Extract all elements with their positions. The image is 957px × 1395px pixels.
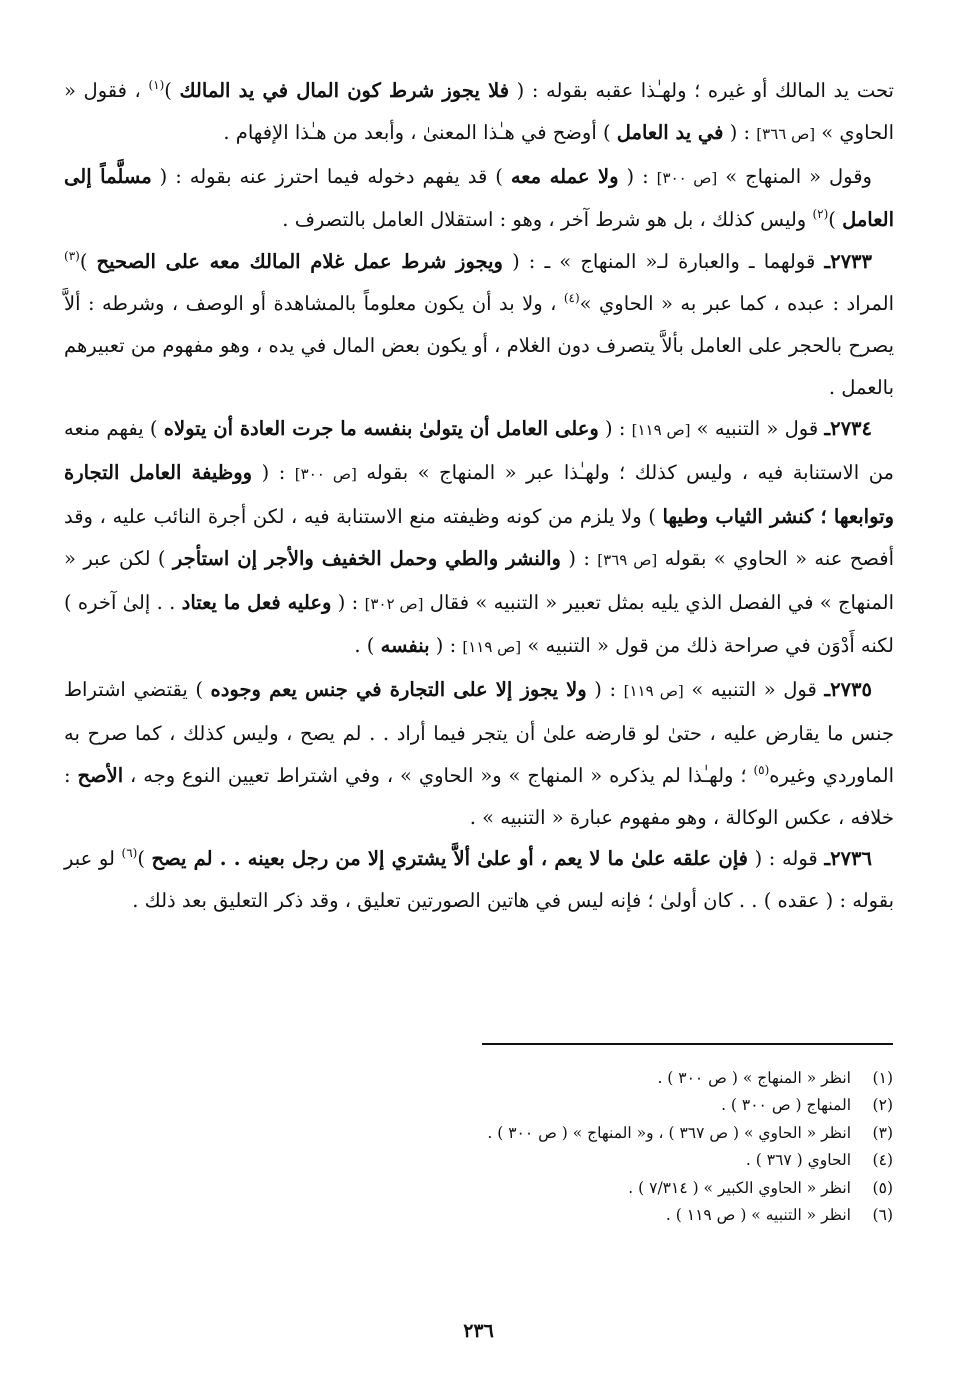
footnote-number: (١) — [872, 1069, 893, 1087]
footnote-5 — [293, 1175, 893, 1202]
entry-number: ٢٧٣٣ـ — [824, 250, 872, 274]
footnote-text: المنهاج ( ص ٣٠٠ ) . — [721, 1096, 851, 1115]
footnote-number: (٣) — [872, 1123, 893, 1142]
paragraph-p1: تحت يد المالك أو غيره ؛ ولهـٰذا عقبه بقوله : ( فلا يجوز شرط كون المال في يد المالك )$^{(١)}$ ، فقول « الحاوي » [ص ٣٦٦] : ( في يد العامل ) أوضح في هـٰذا المعنىٰ ، وأبعد من هـٰذا الإفهام . — [64, 78, 894, 144]
footnote-4 — [293, 1147, 893, 1174]
footnote-text: انظر « الحاوي الكبير » ( ٧/٣١٤ ) . — [628, 1178, 851, 1197]
footnote-number: (٤) — [872, 1151, 893, 1170]
paragraph-p2: وقول « المنهاج » [ص ٣٠٠] : ( ولا عمله معه ) قد يفهم دخوله فيما احترز عنه بقوله : ( مسلَّماً إلى العامل )$^{(٢)}$ وليس كذلك ، بل هو شرط آخر ، وهو : استقلال العامل بالتصرف . — [64, 164, 894, 232]
footnote-text: انظر « الحاوي » ( ص ٣٦٧ ) ، و« المنهاج » ( ص ٣٠٠ ) . — [487, 1123, 851, 1142]
footnote-number: (٥) — [872, 1178, 893, 1197]
entry-number: ٢٧٣٦ـ — [824, 847, 872, 871]
footnote-1 — [293, 1065, 893, 1092]
paragraph-p4: ٢٧٣٤ـ قول « التنبيه » [ص ١١٩] : ( وعلى العامل أن يتولىٰ بنفسه ما جرت العادة أن يتولاه ) يفهم منعه من الاستنابة فيه ، وليس كذلك ؛ ولهـٰذا عبر « المنهاج » بقوله [ص ٣٠٠] : ( ووظيفة العامل التجارة وتوابعها ؛ كنشر الثياب وطيها ) ولا يلزم من كونه وظيفته منع الاستنابة فيه ، لكن أجرة النائب عليه ، وقد أفصح عنه « الحاوي » بقوله [ص ٣٦٩] : ( والنشر والطي وحمل الخفيف والأجر إن استأجر ) لكن عبر « المنهاج » في الفصل الذي يليه بمثل تعبير « التنبيه » فقال [ص ٣٠٢] : ( وعليه فعل ما يعتاد . . إلىٰ آخره ) لكنه أَدْوَن في صراحة ذلك من قول « التنبيه » [ص ١١٩] : ( بنفسه ) . — [64, 417, 894, 658]
footnote-3 — [293, 1120, 893, 1147]
main-text — [64, 70, 894, 922]
footnotes — [293, 1065, 893, 1229]
footnote-number: (٦) — [872, 1206, 893, 1225]
footnote-text: انظر « المنهاج » ( ص ٣٠٠ ) . — [657, 1069, 851, 1087]
entry-number: ٢٧٣٤ـ — [824, 417, 872, 441]
page-number: ٢٣٦ — [463, 1320, 494, 1342]
entry-number: ٢٧٣٥ـ — [824, 678, 872, 702]
paragraph-p6: ٢٧٣٦ـ قوله : ( فإن علقه علىٰ ما لا يعم ، أو علىٰ ألاَّ يشتري إلا من رجل بعينه . . لم يصح )$^{(٦)}$ لو عبر بقوله : ( عقده ) . . كان أولىٰ ؛ فإنه ليس في هاتين الصورتين تعليق ، وقد ذكر التعليق بعد ذلك . — [64, 846, 894, 913]
footnote-2 — [293, 1092, 893, 1119]
paragraph-p3: ٢٧٣٣ـ قولهما ـ والعبارة لـ« المنهاج » ـ : ( ويجوز شرط عمل غلام المالك معه على الصحيح )$^{(٣)}$ المراد : عبده ، كما عبر به « الحاوي »$^{(٤)}$ ، ولا بد أن يكون معلوماً بالمشاهدة أو الوصف ، وشرطه : ألاَّ يصرح بالحجر على العامل بألاَّ يتصرف دون الغلام ، أو يكون بعض المال في يده ، وهو مفهوم من تعبيرهم بالعمل . — [64, 249, 894, 399]
footnote-separator — [482, 1043, 893, 1045]
footnote-number: (٢) — [872, 1096, 893, 1115]
paragraph-p5: ٢٧٣٥ـ قول « التنبيه » [ص ١١٩] : ( ولا يجوز إلا على التجارة في جنس يعم وجوده ) يقتضي اشتراط جنس ما يقارض عليه ، حتىٰ لو قارضه علىٰ أن يتجر فيما أراد . . لم يصح ، وليس كذلك ، كما صرح به الماوردي وغيره$^{(٥)}$ ؛ ولهـٰذا لم يذكره « المنهاج » و« الحاوي » ، وفي اشتراط تعيين النوع وجه ، الأصح : خلافه ، عكس الوكالة ، وهو مفهوم عبارة « التنبيه » . — [64, 678, 894, 829]
footnote-6 — [293, 1202, 893, 1229]
footnote-text: الحاوي ( ٣٦٧ ) . — [745, 1151, 851, 1170]
footnote-text: انظر « التنبيه » ( ص ١١٩ ) . — [665, 1206, 851, 1225]
